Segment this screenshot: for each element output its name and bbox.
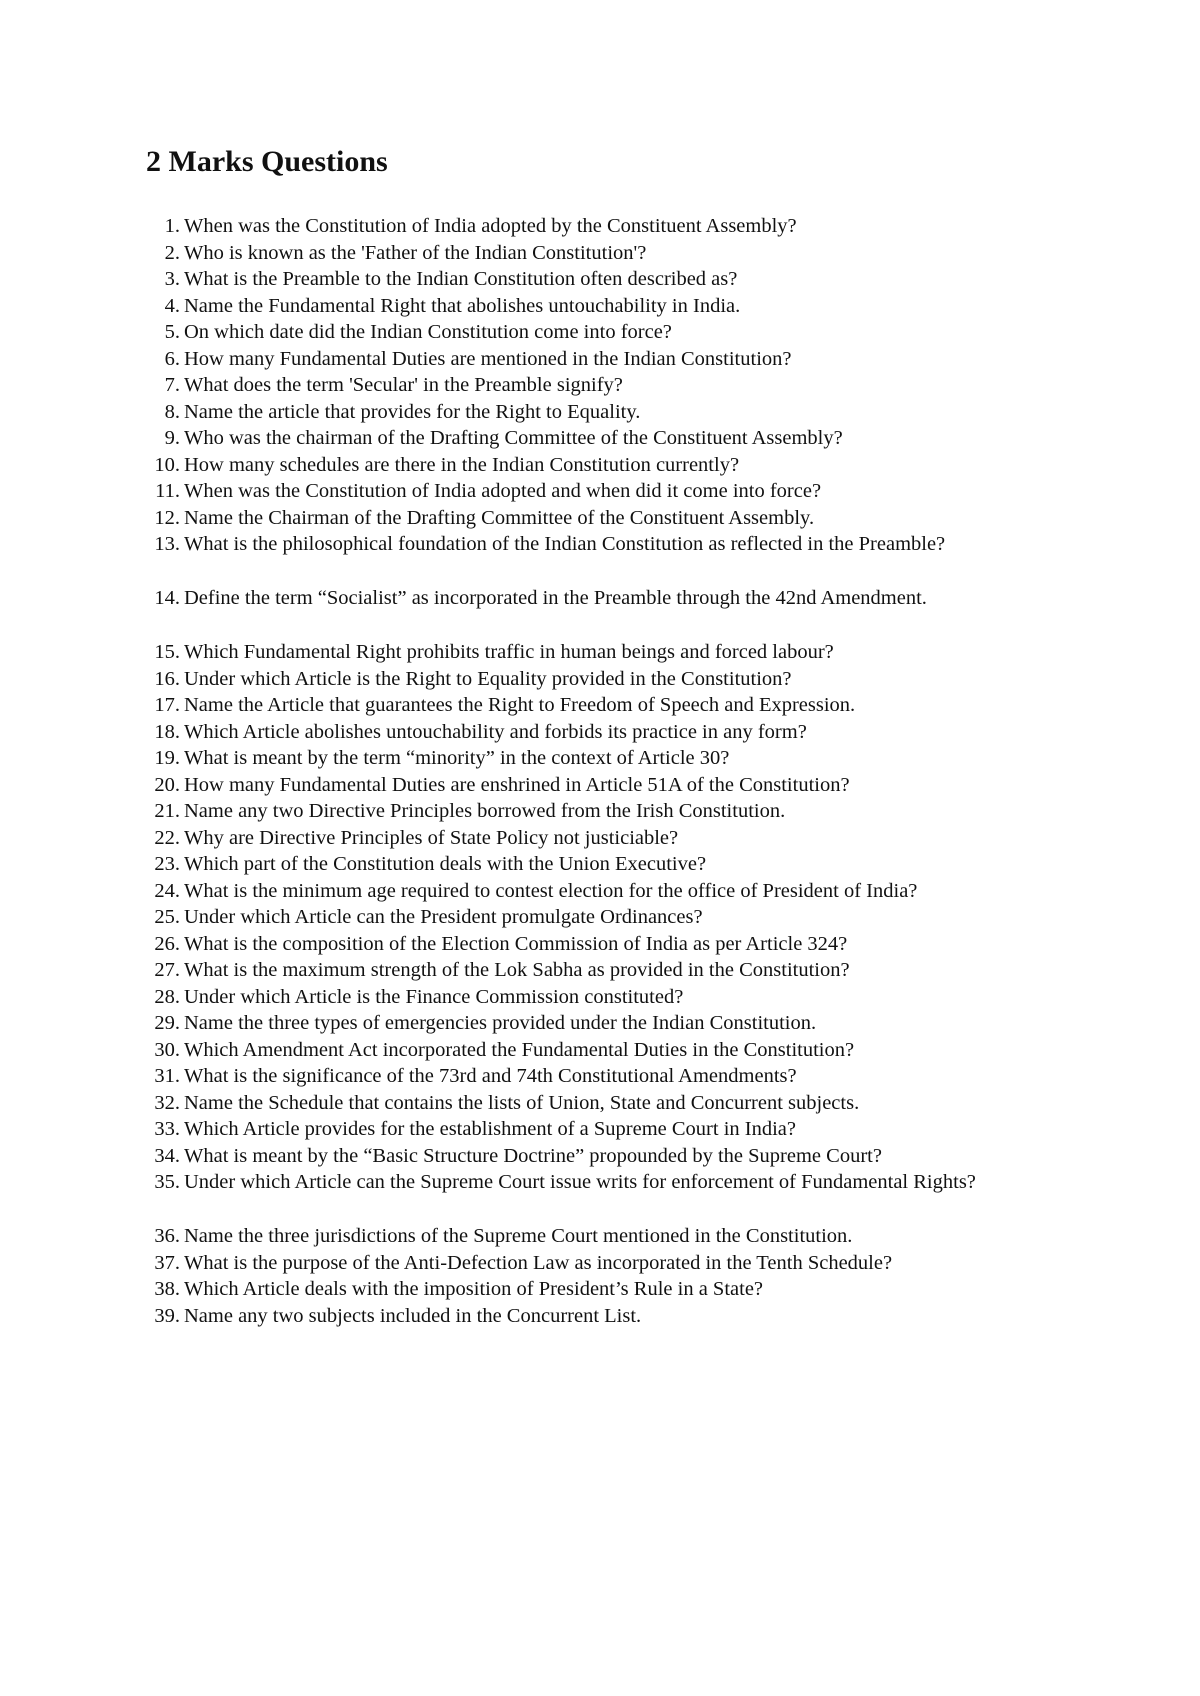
question-number: 26. [154, 932, 180, 955]
question-text: Name the article that provides for the Right to Equality. [184, 400, 641, 423]
question-number: 2. [164, 241, 180, 264]
question-text: What is the composition of the Election Commission of India as per Article 324? [184, 932, 848, 955]
question-number: 9. [164, 427, 180, 449]
question-text: Name the Article that guarantees the Right to Freedom of Speech and Expression. [184, 694, 856, 716]
question-text: What is the philosophical foundation of the Indian Constitution as reflected in the Preamble? [184, 533, 946, 555]
question-text: What does the term 'Secular' in the Preamble signify? [184, 374, 623, 396]
question-number: 22. [154, 826, 180, 849]
question-number: 10. [154, 453, 180, 476]
question-text: On which date did the Indian Constitution come into force? [184, 321, 672, 343]
question-number: 7. [164, 374, 180, 396]
question-text: What is the purpose of the Anti-Defection Law as incorporated in the Tenth Schedule? [184, 1251, 893, 1274]
question-text: Which part of the Constitution deals with the Union Executive? [184, 853, 707, 875]
question-text: Name the Chairman of the Drafting Committee of the Constituent Assembly. [184, 506, 815, 529]
question-text: Name the three jurisdictions of the Supreme Court mentioned in the Constitution. [184, 1225, 853, 1247]
question-text: What is meant by the term “minority” in the context of Article 30? [184, 747, 730, 769]
question-number: 33. [154, 1118, 180, 1140]
question-text: When was the Constitution of India adopted by the Constituent Assembly? [184, 215, 797, 237]
question-text: Name the three types of emergencies provided under the Indian Constitution. [184, 1012, 817, 1034]
question-number: 20. [154, 773, 180, 796]
question-text: How many Fundamental Duties are enshrined in Article 51A of the Constitution? [184, 773, 850, 796]
question-text: What is the significance of the 73rd and 74th Constitutional Amendments? [184, 1065, 797, 1087]
question-text: Who was the chairman of the Drafting Committee of the Constituent Assembly? [184, 427, 843, 449]
question-text: How many schedules are there in the Indian Constitution currently? [184, 453, 740, 476]
question-number: 12. [154, 506, 180, 529]
question-text: Under which Article can the President promulgate Ordinances? [184, 906, 703, 928]
question-text: Name any two Directive Principles borrowed from the Irish Constitution. [184, 800, 786, 822]
question-number: 13. [154, 533, 180, 555]
question-number: 17. [154, 694, 180, 716]
question-number: 39. [154, 1304, 180, 1327]
question-number: 1. [164, 215, 180, 237]
question-number: 14. [154, 587, 180, 609]
question-text: Which Amendment Act incorporated the Fundamental Duties in the Constitution? [184, 1038, 855, 1061]
question-text: Under which Article can the Supreme Court issue writs for enforcement of Fundamental Rights? [184, 1171, 976, 1193]
question-number: 29. [154, 1012, 180, 1034]
question-text: Why are Directive Principles of State Policy not justiciable? [184, 826, 679, 849]
question-number: 4. [164, 294, 180, 317]
question-number: 34. [154, 1144, 180, 1167]
question-number: 19. [154, 747, 180, 769]
question-text: Which Fundamental Right prohibits traffic in human beings and forced labour? [184, 641, 834, 663]
question-number: 38. [154, 1278, 180, 1300]
question-text: Name the Schedule that contains the lists of Union, State and Concurrent subjects. [184, 1091, 860, 1114]
question-text: Under which Article is the Finance Commission constituted? [184, 985, 684, 1008]
question-number: 25. [154, 906, 180, 928]
question-text: What is the Preamble to the Indian Constitution often described as? [184, 268, 738, 290]
question-number: 37. [154, 1251, 180, 1274]
question-text: What is the maximum strength of the Lok Sabha as provided in the Constitution? [184, 959, 850, 981]
question-text: When was the Constitution of India adopted and when did it come into force? [184, 480, 822, 502]
question-number: 6. [164, 347, 180, 370]
question-text: Which Article abolishes untouchability and forbids its practice in any form? [184, 720, 807, 743]
question-number: 35. [154, 1171, 180, 1193]
question-number: 36. [154, 1225, 180, 1247]
question-text: Who is known as the 'Father of the Indian Constitution'? [184, 241, 647, 264]
question-number: 27. [154, 959, 180, 981]
question-text: How many Fundamental Duties are mentioned in the Indian Constitution? [184, 347, 792, 370]
question-number: 18. [154, 720, 180, 743]
question-number: 8. [164, 400, 180, 423]
question-text: Name the Fundamental Right that abolishes untouchability in India. [184, 294, 741, 317]
question-number: 3. [164, 268, 180, 290]
question-text: Define the term “Socialist” as incorporated in the Preamble through the 42nd Amendment. [184, 587, 927, 609]
question-text: Which Article deals with the imposition of President’s Rule in a State? [184, 1278, 764, 1300]
question-text: Which Article provides for the establishment of a Supreme Court in India? [184, 1118, 796, 1140]
page-title: 2 Marks Questions [146, 145, 388, 178]
question-text: Name any two subjects included in the Concurrent List. [184, 1304, 642, 1327]
question-number: 30. [154, 1038, 180, 1061]
question-number: 16. [154, 667, 180, 690]
question-number: 15. [154, 641, 180, 663]
question-text: What is the minimum age required to contest election for the office of President of India? [184, 879, 918, 902]
question-number: 21. [154, 800, 180, 822]
question-number: 24. [154, 879, 180, 902]
question-number: 5. [164, 321, 180, 343]
question-number: 28. [154, 985, 180, 1008]
question-text: What is meant by the “Basic Structure Doctrine” propounded by the Supreme Court? [184, 1144, 882, 1167]
question-number: 23. [154, 853, 180, 875]
question-number: 31. [154, 1065, 180, 1087]
question-text: Under which Article is the Right to Equality provided in the Constitution? [184, 667, 792, 690]
question-number: 32. [154, 1091, 180, 1114]
question-number: 11. [155, 480, 180, 502]
